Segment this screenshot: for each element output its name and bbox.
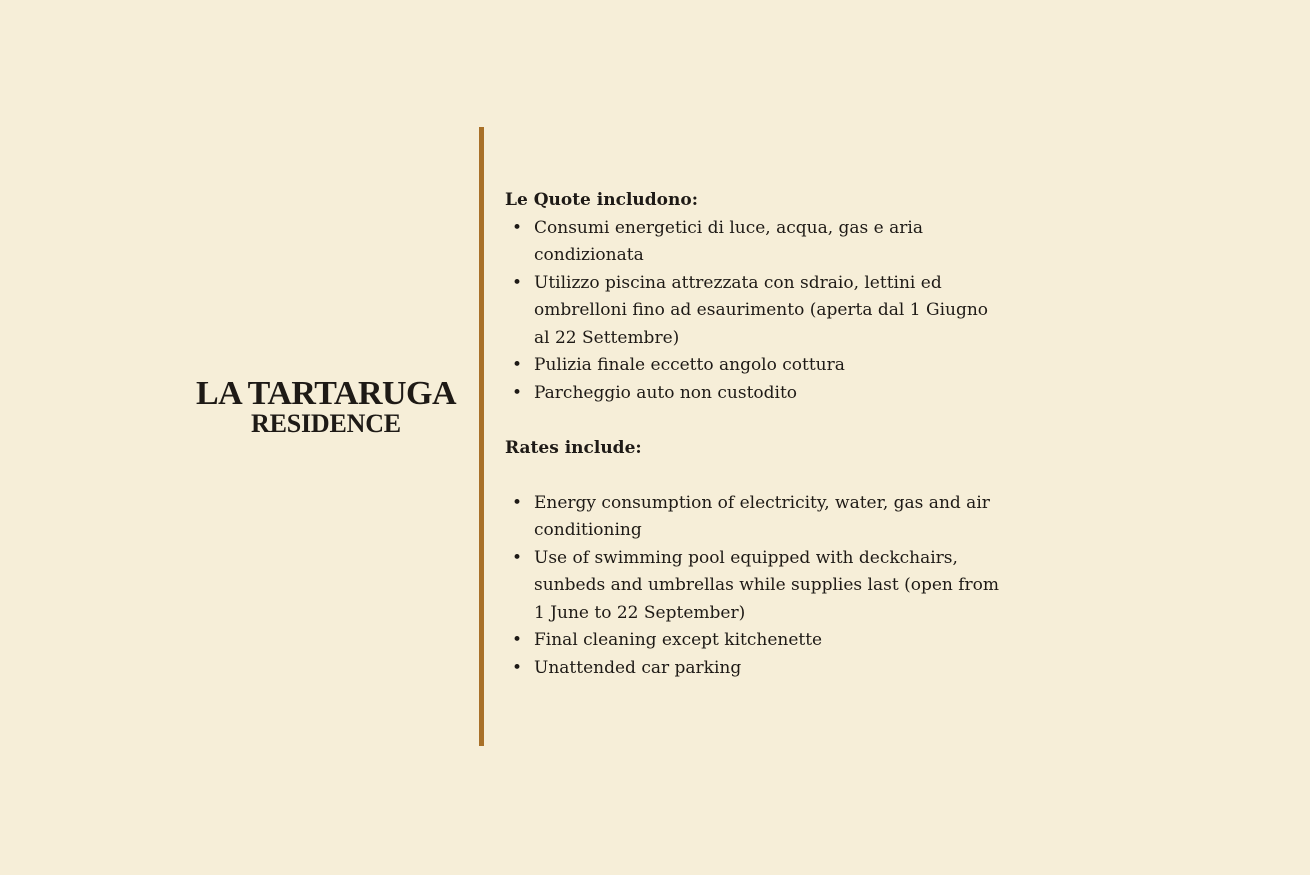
italian-item-energy: • Consumi energetici di luce, acqua, gas e aria condizionata <box>505 215 989 270</box>
english-heading: Rates include: <box>505 438 642 458</box>
italian-item-cleaning: • Pulizia finale eccetto angolo cottura <box>505 352 989 380</box>
english-item-energy: • Energy consumption of electricity, water, gas and air conditioning <box>505 490 1006 545</box>
italian-heading: Le Quote includono: <box>505 190 698 210</box>
italian-item-pool: • Utilizzo piscina attrezzata con sdraio, lettini ed ombrelloni fino ad esaurimento (aperta dal 1 Giugno al 22 Settembre) <box>505 270 989 353</box>
brand-subtitle: RESIDENCE <box>251 409 401 438</box>
rates-content <box>505 187 1025 682</box>
italian-item-parking: • Parcheggio auto non custodito <box>505 380 989 408</box>
brand-block <box>160 376 492 436</box>
english-item-parking: • Unattended car parking <box>505 655 1006 683</box>
brand-name: LA TARTARUGA <box>195 375 457 412</box>
english-list <box>505 490 1025 683</box>
italian-list <box>505 215 1025 408</box>
vertical-divider <box>479 127 484 746</box>
english-item-cleaning: • Final cleaning except kitchenette <box>505 627 1006 655</box>
english-item-pool: • Use of swimming pool equipped with deckchairs, sunbeds and umbrellas while supplies last (open from 1 June to 22 September) <box>505 545 1006 628</box>
